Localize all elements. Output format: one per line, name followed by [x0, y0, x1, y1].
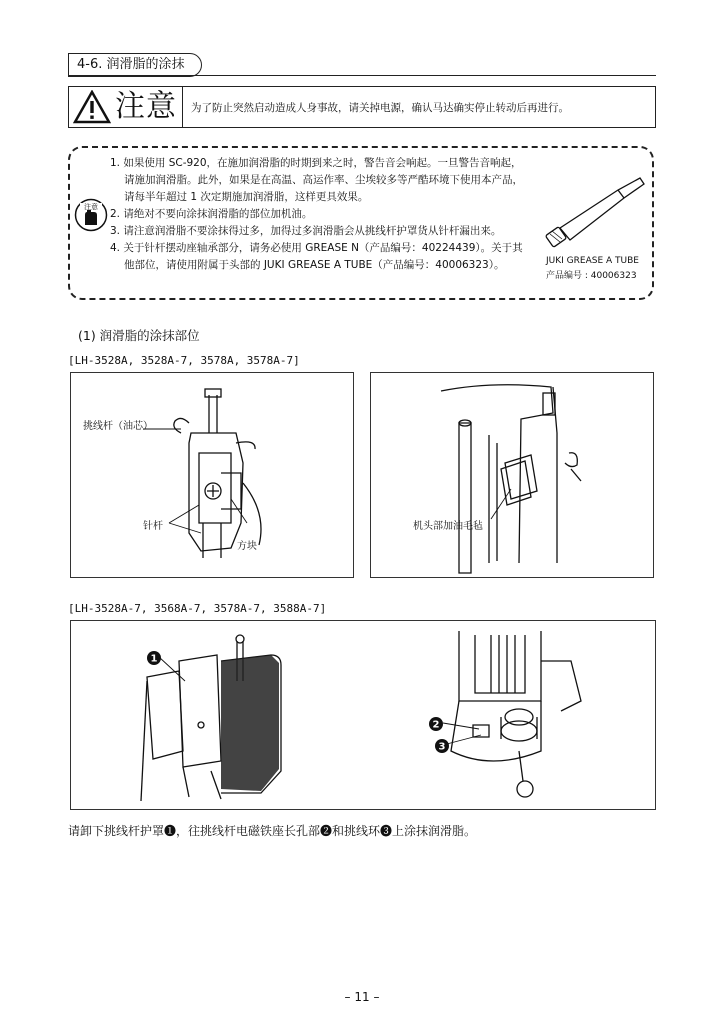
figure-take-up-cover: [70, 620, 656, 810]
label-felt: 机头部加油毛毡: [413, 521, 483, 532]
marker-3: [435, 739, 449, 753]
subsection-title: (1) 润滑脂的涂抹部位: [78, 328, 200, 343]
hand-icon-label: 注意: [84, 203, 98, 211]
svg-text:3: 3: [438, 741, 446, 753]
page-number: – 11 –: [344, 990, 380, 1004]
section-title: 4-6. 润滑脂的涂抹: [68, 53, 202, 77]
svg-text:1: 1: [150, 653, 158, 665]
grease-tube-icon: [540, 170, 646, 250]
caution-label: [69, 87, 183, 127]
hand-caution-icon: [74, 198, 108, 232]
marker-2: [429, 717, 443, 731]
notice-list: [110, 155, 530, 274]
marker-1: [147, 651, 161, 665]
caution-bar: [68, 86, 656, 128]
instruction-text: 请卸下挑线杆护罩❶，往挑线杆电磁铁座长孔部❷和挑线环❸上涂抹润滑脂。: [68, 824, 477, 838]
section-rule: [68, 75, 656, 76]
model-list-2: [LH-3528A-7, 3568A-7, 3578A-7, 3588A-7]: [68, 602, 327, 615]
svg-text:2: 2: [432, 719, 440, 731]
tube-caption-name: JUKI GREASE A TUBE: [546, 256, 639, 266]
notice-item-4: 4. 关于针杆摆动座轴承部分，请务必使用 GREASE N（产品编号：40224439）。关于其他部位，请使用附属于头部的 JUKI GREASE A TUBE（产品编号：40006323）。: [110, 242, 523, 271]
felt-illustration: [371, 373, 652, 576]
caution-word: 注意: [115, 89, 177, 124]
caution-text: 为了防止突然启动造成人身事故，请关掉电源，确认马达确实停止转动后再进行。: [191, 101, 569, 114]
notice-item-1: 1. 如果使用 SC-920，在施加润滑脂的时期到来之时，警告音会响起。一旦警告音响起，请施加润滑脂。此外，如果是在高温、高运作率、尘埃较多等严酷环境下使用本产品，请每半年超过 1 次定期施加润滑脂，这样更具效果。: [110, 157, 523, 203]
take-up-cover-illustration: [71, 621, 654, 808]
notice-item-2: 2. 请绝对不要向涂抹润滑脂的部位加机油。: [110, 208, 313, 220]
figure-take-up-lever: [70, 372, 354, 578]
figure-felt: [370, 372, 654, 578]
label-square-block: 方块: [237, 541, 257, 552]
take-up-lever-illustration: [71, 373, 352, 576]
notice-item-3: 3. 请注意润滑脂不要涂抹得过多，加得过多润滑脂会从挑线杆护罩货从针杆漏出来。: [110, 225, 502, 237]
warning-triangle-icon: [73, 90, 111, 124]
tube-caption-code: 产品编号 : 40006323: [546, 271, 637, 281]
label-take-up-lever: 挑线杆（油芯）: [83, 421, 153, 432]
model-list-1: [LH-3528A, 3528A-7, 3578A, 3578A-7]: [68, 354, 300, 367]
label-needle-bar: 针杆: [143, 521, 163, 532]
